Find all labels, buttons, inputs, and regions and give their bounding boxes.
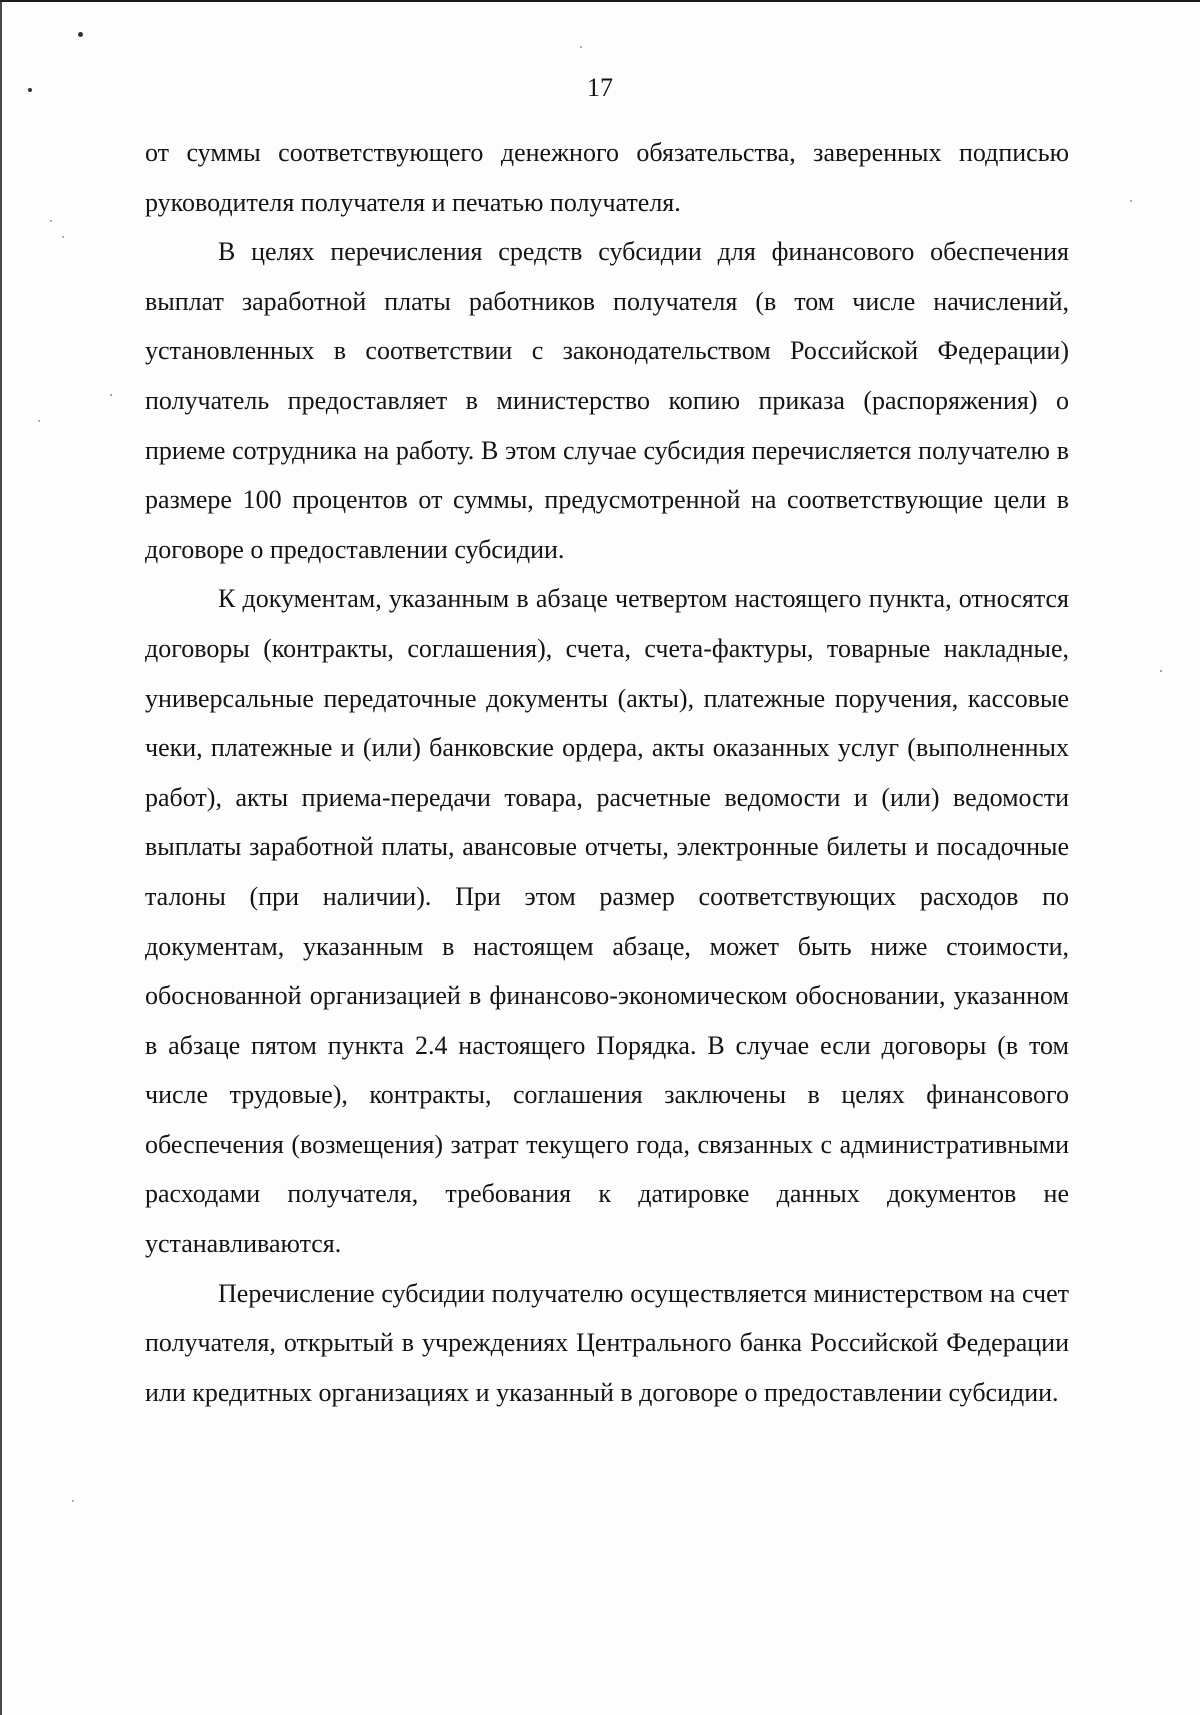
scan-speck: [62, 236, 64, 238]
page-number: 17: [587, 73, 613, 102]
document-body: [145, 128, 1069, 1417]
paragraph: К документам, указанным в абзаце четвертом настоящего пункта, относятся договоры (контракты, соглашения), счета, счета-фактуры, товарные накладные, универсальные передаточные документы (акты), платежные поручения, кассовые чеки, платежные и (или) банковские ордера, акты оказанных услуг (выполненных работ), акты приема-передачи товара, расчетные ведомости и (или) ведомости выплаты заработной платы, авансовые отчеты, электронные билеты и посадочные талоны (при наличии). При этом размер соответствующих расходов по документам, указанным в настоящем абзаце, может быть ниже стоимости, обоснованной организацией в финансово-экономическом обосновании, указанном в абзаце пятом пункта 2.4 настоящего Порядка. В случае если договоры (в том числе трудовые), контракты, соглашения заключены в целях финансового обеспечения (возмещения) затрат текущего года, связанных с административными расходами получателя, требования к датировке данных документов не устанавливаются.: [145, 584, 1069, 1259]
scan-speck: [72, 1500, 74, 1502]
scan-speck: [580, 46, 582, 48]
paragraph: от суммы соответствующего денежного обязательства, заверенных подписью руководителя получателя и печатью получателя.: [145, 138, 1069, 217]
scan-speck: [110, 394, 112, 396]
scan-speck: [1130, 200, 1132, 202]
paragraph: Перечисление субсидии получателю осуществляется министерством на счет получателя, открытый в учреждениях Центрального банка Российской Федерации или кредитных организациях и указанный в договоре о предоставлении субсидии.: [145, 1278, 1069, 1407]
scan-top-edge: [0, 0, 1200, 2]
paragraph: В целях перечисления средств субсидии для финансового обеспечения выплат заработной платы работников получателя (в том числе начислений, установленных в соответствии с законодательством Российской Федерации) получатель предоставляет в министерство копию приказа (распоряжения) о приеме сотрудника на работу. В этом случае субсидия перечисляется получателю в размере 100 процентов от суммы, предусмотренной на соответствующие цели в договоре о предоставлении субсидии.: [145, 237, 1069, 564]
scan-speck: [38, 420, 40, 422]
scan-speck: [50, 220, 52, 222]
scan-speck: [1160, 670, 1162, 672]
scan-left-edge: [0, 0, 2, 1715]
scan-speck: [78, 32, 83, 37]
